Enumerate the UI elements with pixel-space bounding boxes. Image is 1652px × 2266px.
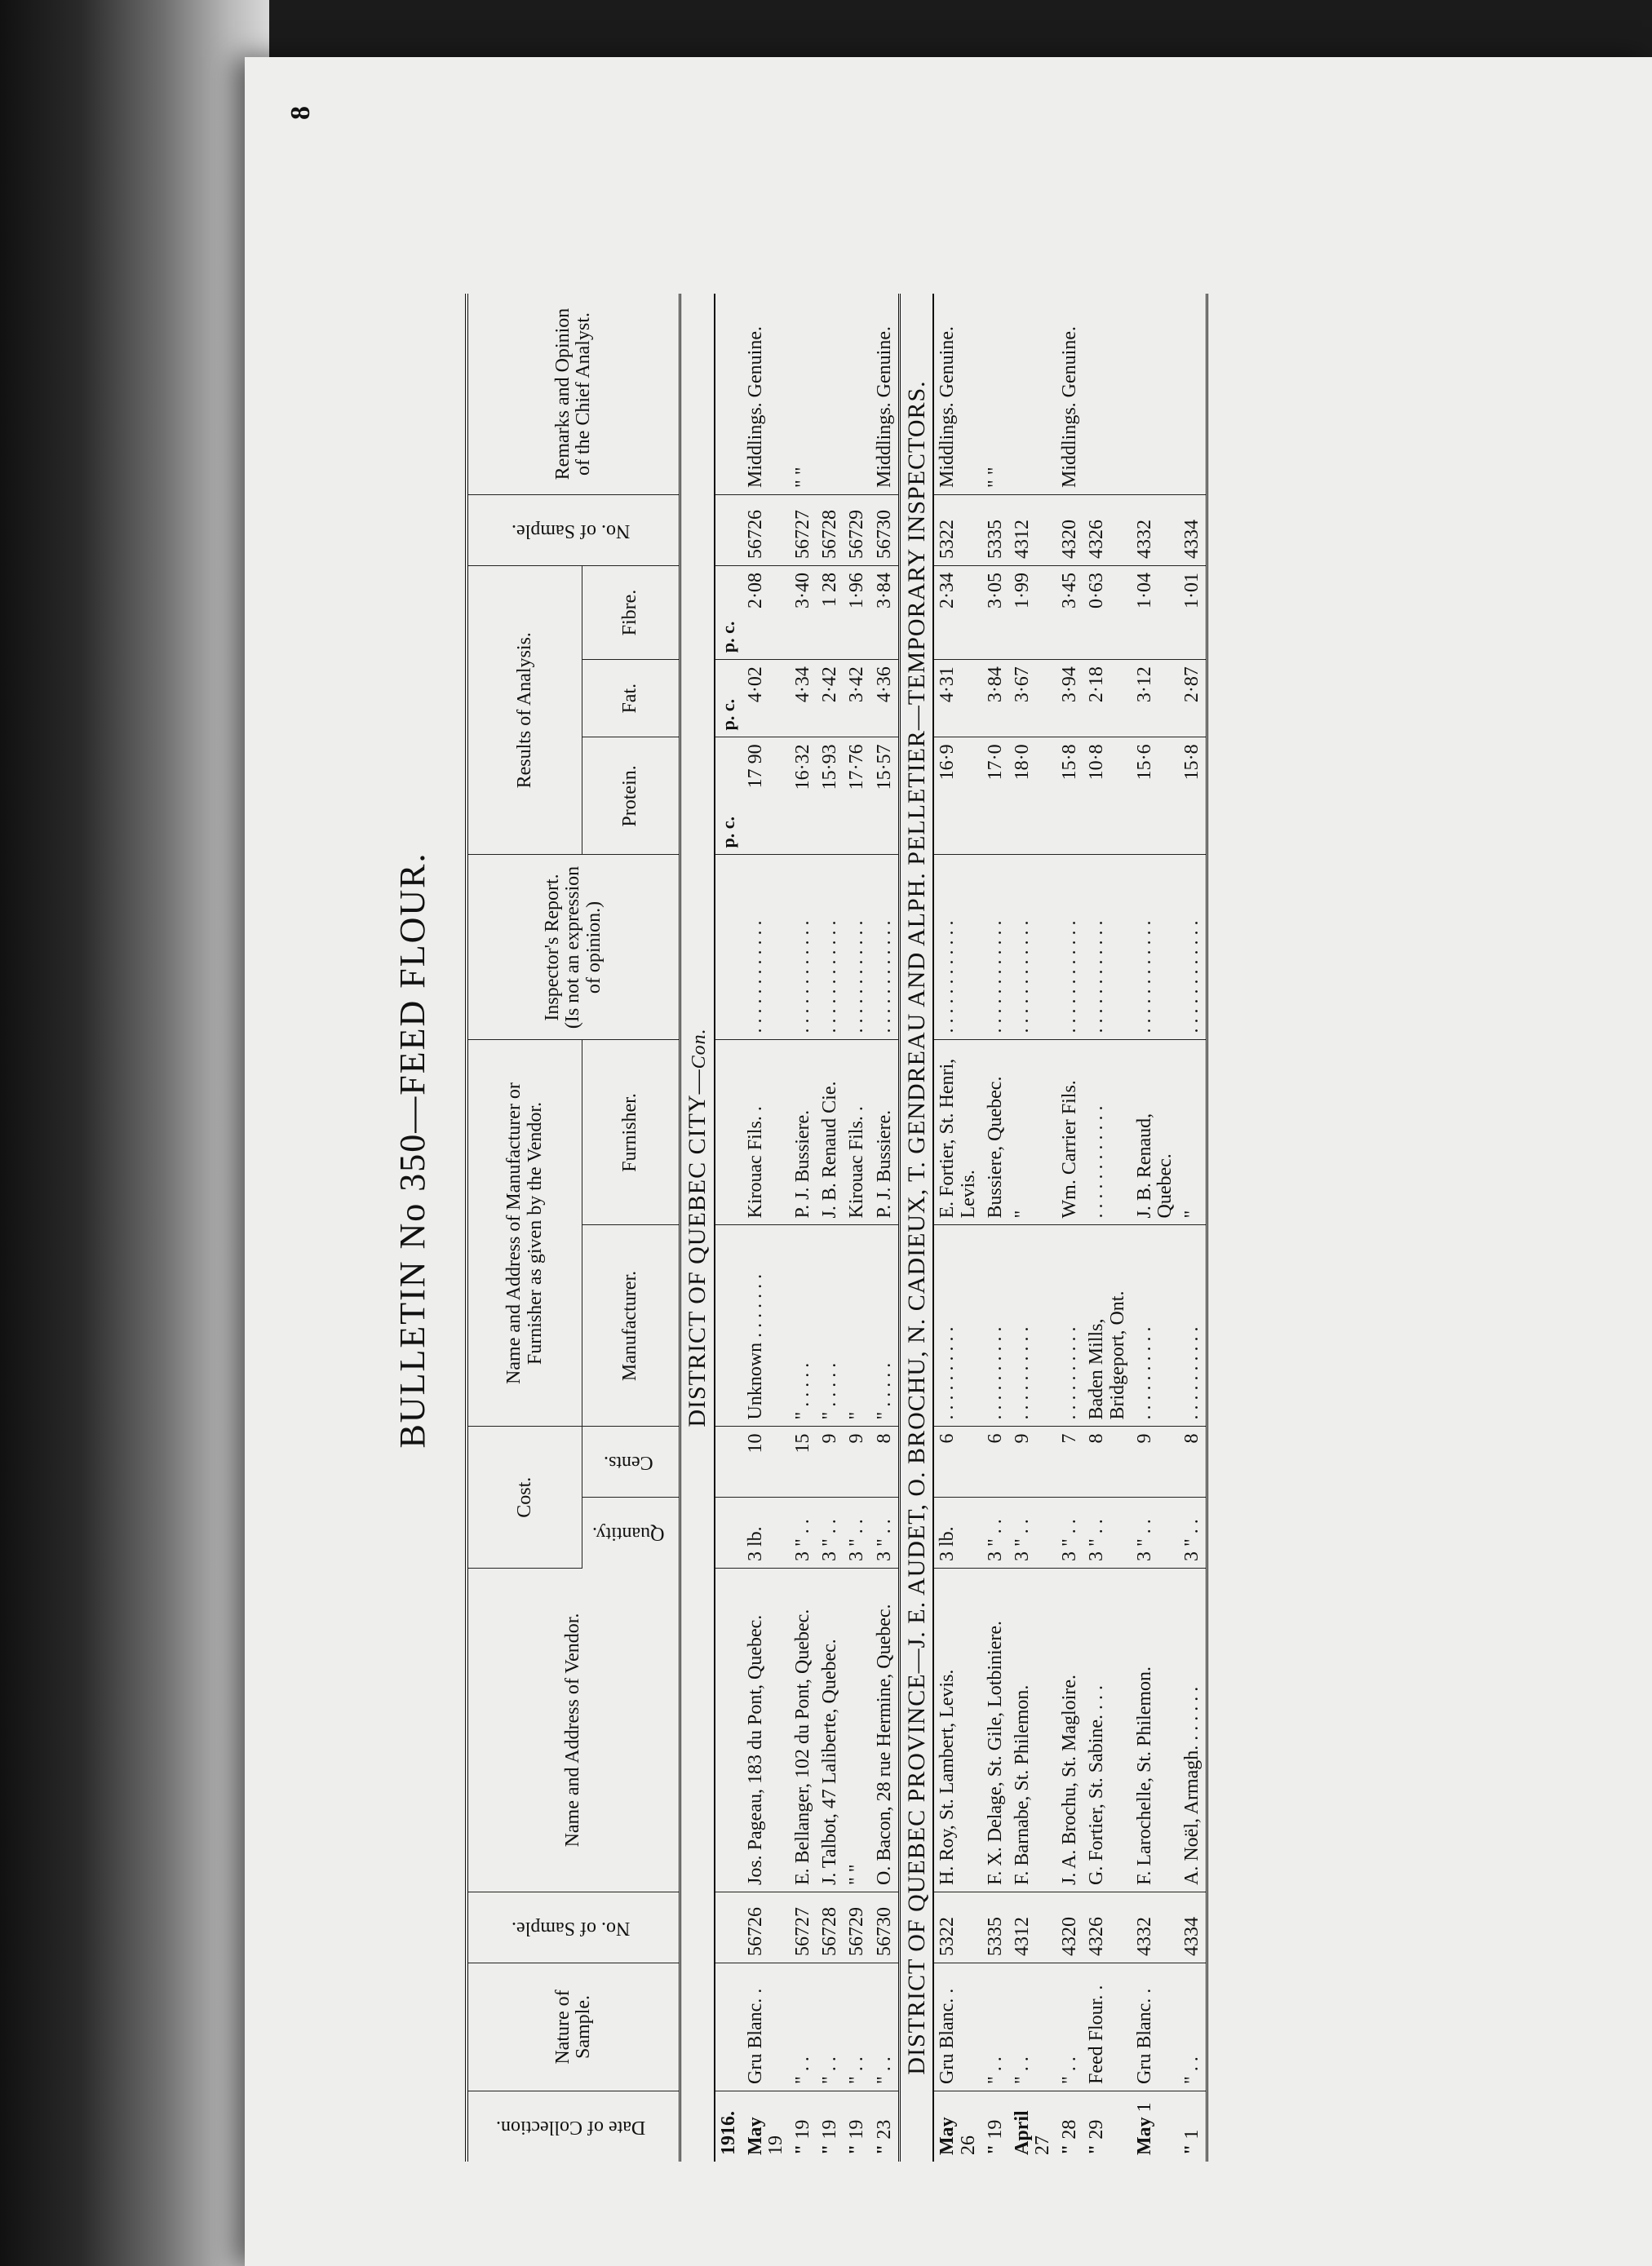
inspector-cell: . . . . . . . . . . . . (982, 855, 1009, 1040)
cents-cell: 10 (742, 1427, 790, 1498)
sample-no-cell: 4320 (1056, 1892, 1083, 1963)
vendor-cell: E. Bellanger, 102 du Pont, Quebec. (790, 1569, 817, 1892)
month: May (744, 2117, 766, 2155)
fat-cell: 4·34 (790, 660, 817, 737)
sample-no-cell: 56728 (817, 1892, 844, 1963)
nature-cell: Gru Blanc. . (742, 1963, 790, 2091)
protein-cell: 10·8 (1083, 737, 1131, 855)
header-no-sample-2: No. of Sample. (467, 495, 680, 566)
quantity-cell: 3 lb. (933, 1498, 981, 1569)
table-row (1132, 294, 1179, 2162)
sample-no-cell: 4326 (1083, 1892, 1131, 1963)
protein-cell: 15·57 (871, 737, 900, 855)
furnisher-cell: Kirouac Fils. . (844, 1040, 870, 1225)
protein-cell: 15·8 (1179, 737, 1207, 855)
nature-cell: " . . (1056, 1963, 1083, 2091)
header-protein: Protein. (582, 737, 680, 855)
inspector-cell: . . . . . . . . . . . . (1179, 855, 1207, 1040)
fat-cell: 2·42 (817, 660, 844, 737)
manufacturer-cell: " . . . . . (817, 1225, 844, 1427)
cents-cell: 8 (1179, 1427, 1207, 1498)
remarks-cell (844, 294, 870, 495)
inspector-cell: . . . . . . . . . . . . (1009, 855, 1056, 1040)
header-cost: Cost. (467, 1427, 582, 1569)
sample-no-cell: 5335 (982, 1892, 1009, 1963)
fibre-cell: 1 28 (817, 566, 844, 660)
sample-no-2-cell: 5322 (933, 495, 981, 566)
header-cents: Cents. (582, 1427, 680, 1498)
year: 1916. (717, 2111, 739, 2155)
table-row (1083, 294, 1131, 2162)
header-results: Results of Analysis. (467, 566, 582, 856)
header-remarks: Remarks and Opinion of the Chief Analyst. (467, 294, 680, 495)
month: " (1086, 2144, 1108, 2155)
fibre-cell: 3·40 (790, 566, 817, 660)
table-row (1056, 294, 1083, 2162)
cents-cell: 9 (817, 1427, 844, 1498)
book-spine (0, 0, 269, 2266)
nature-cell: " . . (982, 1963, 1009, 2091)
header-fibre: Fibre. (582, 566, 680, 660)
vendor-cell: J. Talbot, 47 Laliberte, Quebec. (817, 1569, 844, 1892)
header-fat: Fat. (582, 660, 680, 737)
district-heading (899, 294, 933, 2162)
inspector-cell: . . . . . . . . . . . . (1132, 855, 1179, 1040)
remarks-cell (1179, 294, 1207, 495)
protein-cell: 18·0 (1009, 737, 1056, 855)
vendor-cell: H. Roy, St. Lambert, Levis. (933, 1569, 981, 1892)
manufacturer-cell: . . . . . . . . . . (1009, 1225, 1056, 1427)
feed-flour-table (465, 294, 1208, 2162)
cents-cell: 8 (871, 1427, 900, 1498)
fat-cell: 3·12 (1132, 660, 1179, 737)
cents-cell: 6 (982, 1427, 1009, 1498)
furnisher-cell: E. Fortier, St. Henri, Levis. (933, 1040, 981, 1225)
cents-cell: 9 (1009, 1427, 1056, 1498)
month: May (937, 2117, 959, 2155)
table-row (933, 294, 981, 2162)
manufacturer-cell: . . . . . . . . . . (982, 1225, 1009, 1427)
vendor-cell: F. Barnabe, St. Philemon. (1009, 1569, 1056, 1892)
remarks-cell (817, 294, 844, 495)
fat-cell: 4·31 (933, 660, 981, 737)
quantity-cell: 3 " . . (817, 1498, 844, 1569)
protein-cell: 17 90 (742, 737, 790, 855)
fat-cell: 3·84 (982, 660, 1009, 737)
furnisher-cell: J. B. Renaud, Quebec. (1132, 1040, 1179, 1225)
vendor-cell: Jos. Pageau, 183 du Pont, Quebec. (742, 1569, 790, 1892)
vendor-cell: G. Fortier, St. Sabine. . . . (1083, 1569, 1131, 1892)
table-row (742, 294, 790, 2162)
month: " (1181, 2144, 1203, 2155)
manufacturer-cell: Baden Mills, Bridgeport, Ont. (1083, 1225, 1131, 1427)
sample-no-cell: 4334 (1179, 1892, 1207, 1963)
fibre-cell: 1·99 (1009, 566, 1056, 660)
remarks-cell (1132, 294, 1179, 495)
header-inspector: Inspector's Report. (Is not an expression of opinion.) (467, 855, 680, 1040)
quantity-cell: 3 " . . (1009, 1498, 1056, 1569)
manufacturer-cell: . . . . . . . . . . (1056, 1225, 1083, 1427)
quantity-cell: 3 " . . (1179, 1498, 1207, 1569)
protein-cell: 15·93 (817, 737, 844, 855)
nature-cell: Gru Blanc. . (1132, 1963, 1179, 2091)
day: 19 (764, 2135, 786, 2155)
furnisher-cell: " (1009, 1040, 1056, 1225)
table-row (1009, 294, 1056, 2162)
fibre-cell: 1·96 (844, 566, 870, 660)
manufacturer-cell: . . . . . . . . . . (1179, 1225, 1207, 1427)
cents-cell: 6 (933, 1427, 981, 1498)
remarks-cell: Middlings. Genuine. (1056, 294, 1083, 495)
quantity-cell: 3 " . . (844, 1498, 870, 1569)
sample-no-2-cell: 56730 (871, 495, 900, 566)
district-title: DISTRICT OF QUEBEC CITY— (684, 1069, 711, 1427)
page-number: 8 (286, 106, 316, 120)
fat-cell: 3·94 (1056, 660, 1083, 737)
sample-no-2-cell: 4312 (1009, 495, 1056, 566)
quantity-cell: 3 " . . (1083, 1498, 1131, 1569)
inspector-cell: . . . . . . . . . . . . (1056, 855, 1083, 1040)
nature-cell: Feed Flour. . (1083, 1963, 1131, 2091)
inspector-cell: . . . . . . . . . . . . (790, 855, 817, 1040)
furnisher-cell: J. B. Renaud Cie. (817, 1040, 844, 1225)
rotated-page-content (277, 106, 1550, 2194)
fibre-cell: 0·63 (1083, 566, 1131, 660)
furnisher-cell: . . . . . . . . . . . . (1083, 1040, 1131, 1225)
vendor-cell: J. A. Brochu, St. Magloire. (1056, 1569, 1083, 1892)
quantity-cell: 3 " . . (790, 1498, 817, 1569)
day: 19 (792, 2119, 814, 2140)
fibre-cell: 1·01 (1179, 566, 1207, 660)
manufacturer-cell: " (844, 1225, 870, 1427)
vendor-cell: F. Larochelle, St. Philemon. (1132, 1569, 1179, 1892)
vendor-cell: " " (844, 1569, 870, 1892)
fat-cell: 3·67 (1009, 660, 1056, 737)
day: 29 (1086, 2119, 1108, 2140)
manufacturer-cell: . . . . . . . . . . (1132, 1225, 1179, 1427)
remarks-cell: " " (982, 294, 1009, 495)
month: " (1059, 2144, 1081, 2155)
fat-cell: 2·87 (1179, 660, 1207, 737)
year-row (715, 294, 742, 2162)
header-furnisher: Furnisher. (582, 1040, 680, 1225)
district-title: DISTRICT OF QUEBEC PROVINCE—J. E. AUDET, O. BROCHU, N. CADIEUX, T. GENDREAU AND ALPH. PELLETIER—TEMPORARY INSPECTORS. (899, 294, 933, 2162)
protein-cell: 17·0 (982, 737, 1009, 855)
page-title: BULLETIN No 350—FEED FLOUR. (392, 852, 432, 1449)
day: 19 (846, 2119, 868, 2140)
day: 27 (1032, 2135, 1054, 2155)
quantity-cell: 3 " . . (1132, 1498, 1179, 1569)
district-heading (680, 294, 715, 2162)
month: " (846, 2144, 868, 2155)
fibre-cell: 1·04 (1132, 566, 1179, 660)
cents-cell: 9 (844, 1427, 870, 1498)
document-page (245, 57, 1652, 2266)
fibre-cell: 3·05 (982, 566, 1009, 660)
manufacturer-cell: " . . . . . (790, 1225, 817, 1427)
manufacturer-cell: . . . . . . . . . . (933, 1225, 981, 1427)
manufacturer-cell: " . . . . . (871, 1225, 900, 1427)
quantity-cell: 3 lb. (742, 1498, 790, 1569)
sample-no-cell: 5322 (933, 1892, 981, 1963)
quantity-cell: 3 " . . (871, 1498, 900, 1569)
header-nature: Nature of Sample. (467, 1963, 680, 2091)
quantity-cell: 3 " . . (982, 1498, 1009, 1569)
nature-cell: Gru Blanc. . (933, 1963, 981, 2091)
unit-protein: p. c. (715, 737, 742, 855)
cents-cell: 7 (1056, 1427, 1083, 1498)
month: May (1133, 2117, 1155, 2155)
table-row (844, 294, 870, 2162)
fibre-cell: 3·84 (871, 566, 900, 660)
header-no-sample: No. of Sample. (467, 1892, 680, 1963)
district-title-suffix: Con. (689, 1028, 710, 1069)
cents-cell: 9 (1132, 1427, 1179, 1498)
cents-cell: 8 (1083, 1427, 1131, 1498)
month: " (819, 2144, 841, 2155)
cents-cell: 15 (790, 1427, 817, 1498)
table-row (817, 294, 844, 2162)
sample-no-cell: 56729 (844, 1892, 870, 1963)
vendor-cell: F. X. Delage, St. Gile, Lotbiniere. (982, 1569, 1009, 1892)
vendor-cell: A. Noël, Armagh. . . . . . . (1179, 1569, 1207, 1892)
day: 19 (984, 2119, 1006, 2140)
protein-cell: 15·8 (1056, 737, 1083, 855)
remarks-cell: Middlings. Genuine. (933, 294, 981, 495)
remarks-cell (1009, 294, 1056, 495)
day: 28 (1059, 2119, 1081, 2140)
inspector-cell: . . . . . . . . . . . . (844, 855, 870, 1040)
furnisher-cell: P. J. Bussiere. (871, 1040, 900, 1225)
furnisher-cell: P. J. Bussiere. (790, 1040, 817, 1225)
fibre-cell: 3·45 (1056, 566, 1083, 660)
remarks-cell (1083, 294, 1131, 495)
table-row (1179, 294, 1207, 2162)
sample-no-2-cell: 4326 (1083, 495, 1131, 566)
nature-cell: " . . (1009, 1963, 1056, 2091)
day: 1 (1133, 2102, 1155, 2113)
nature-cell: " . . (790, 1963, 817, 2091)
sample-no-cell: 56730 (871, 1892, 900, 1963)
furnisher-cell: Wm. Carrier Fils. (1056, 1040, 1083, 1225)
month: " (984, 2144, 1006, 2155)
month: April (1011, 2110, 1033, 2155)
remarks-cell: " " (790, 294, 817, 495)
nature-cell: " . . (817, 1963, 844, 2091)
month: " (792, 2144, 814, 2155)
inspector-cell: . . . . . . . . . . . . (933, 855, 981, 1040)
sample-no-cell: 4332 (1132, 1892, 1179, 1963)
fibre-cell: 2·34 (933, 566, 981, 660)
remarks-cell: Middlings. Genuine. (871, 294, 900, 495)
manufacturer-cell: Unknown . . . . . . . (742, 1225, 790, 1427)
nature-cell: " . . (871, 1963, 900, 2091)
sample-no-cell: 56727 (790, 1892, 817, 1963)
district-quebec-province (899, 294, 1207, 2162)
sample-no-2-cell: 4332 (1132, 495, 1179, 566)
sample-no-2-cell: 56726 (742, 495, 790, 566)
header-date: Date of Collection. (467, 2091, 680, 2162)
nature-cell: " . . (1179, 1963, 1207, 2091)
inspector-cell: . . . . . . . . . . . . (871, 855, 900, 1040)
fat-cell: 2·18 (1083, 660, 1131, 737)
header-manufacturer: Manufacturer. (582, 1225, 680, 1427)
furnisher-cell: Bussiere, Quebec. (982, 1040, 1009, 1225)
fat-cell: 3·42 (844, 660, 870, 737)
fat-cell: 4·36 (871, 660, 900, 737)
sample-no-2-cell: 4320 (1056, 495, 1083, 566)
protein-cell: 16·9 (933, 737, 981, 855)
remarks-cell: Middlings. Genuine. (742, 294, 790, 495)
unit-fat: p. c. (715, 660, 742, 737)
sample-no-2-cell: 5335 (982, 495, 1009, 566)
sample-no-2-cell: 56727 (790, 495, 817, 566)
table-row (871, 294, 900, 2162)
header-quantity: Quantity. (582, 1498, 680, 1569)
header-vendor: Name and Address of Vendor. (467, 1569, 680, 1892)
furnisher-cell: Kirouac Fils. . (742, 1040, 790, 1225)
sample-no-cell: 56726 (742, 1892, 790, 1963)
vendor-cell: O. Bacon, 28 rue Hermine, Quebec. (871, 1569, 900, 1892)
sample-no-cell: 4312 (1009, 1892, 1056, 1963)
fat-cell: 4·02 (742, 660, 790, 737)
nature-cell: " . . (844, 1963, 870, 2091)
day: 23 (873, 2119, 895, 2140)
sample-no-2-cell: 56729 (844, 495, 870, 566)
district-quebec-city (680, 294, 900, 2162)
inspector-cell: . . . . . . . . . . . . (742, 855, 790, 1040)
quantity-cell: 3 " . . (1056, 1498, 1083, 1569)
header-manufacturer-group: Name and Address of Manufacturer or Furnisher as given by the Vendor. (467, 1040, 582, 1427)
table-row (790, 294, 817, 2162)
protein-cell: 17·76 (844, 737, 870, 855)
fibre-cell: 2·08 (742, 566, 790, 660)
unit-fibre: p. c. (715, 566, 742, 660)
protein-cell: 15·6 (1132, 737, 1179, 855)
sample-no-2-cell: 4334 (1179, 495, 1207, 566)
day: 26 (957, 2135, 979, 2155)
sample-no-2-cell: 56728 (817, 495, 844, 566)
month: " (873, 2144, 895, 2155)
inspector-cell: . . . . . . . . . . . . (1083, 855, 1131, 1040)
day: 1 (1181, 2129, 1203, 2140)
day: 19 (819, 2119, 841, 2140)
protein-cell: 16·32 (790, 737, 817, 855)
table-row (982, 294, 1009, 2162)
inspector-cell: . . . . . . . . . . . . (817, 855, 844, 1040)
furnisher-cell: " (1179, 1040, 1207, 1225)
